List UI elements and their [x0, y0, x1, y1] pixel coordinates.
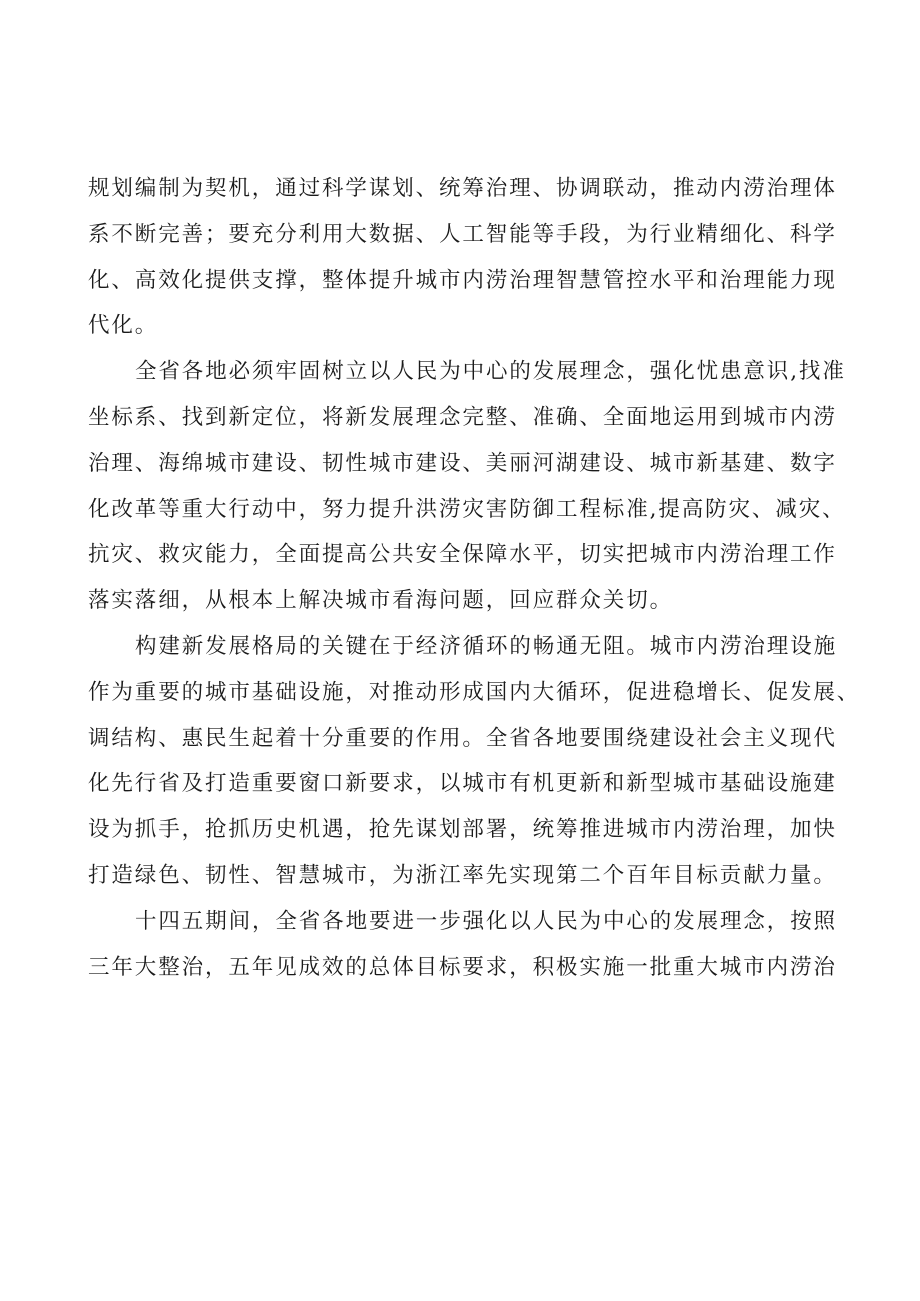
paragraph-3-line-5: 设为抓手，抢抓历史机遇，抢先谋划部署，统筹推进城市内涝治理，加快	[88, 817, 837, 843]
paragraph-2-line-2: 坐标系、找到新定位，将新发展理念完整、准确、全面地运用到城市内涝	[88, 404, 837, 430]
paragraph-2-line-5: 抗灾、救灾能力，全面提高公共安全保障水平，切实把城市内涝治理工作	[88, 542, 837, 568]
paragraph-1-line-1: 规划编制为契机，通过科学谋划、统筹治理、协调联动，推动内涝治理体	[88, 176, 837, 201]
paragraph-2-line-4: 化改革等重大行动中，努力提升洪涝灾害防御工程标准,提高防灾、减灾、	[88, 496, 846, 522]
paragraph-3-line-2: 作为重要的城市基础设施，对推动形成国内大循环，促进稳增长、促发展、	[88, 679, 861, 705]
paragraph-1-line-2: 系不断完善；要充分利用大数据、人工智能等手段，为行业精细化、科学	[88, 221, 837, 247]
paragraph-2-line-6: 落实落细，从根本上解决城市看海问题，回应群众关切。	[88, 588, 674, 614]
paragraph-4-line-1: 十四五期间，全省各地要进一步强化以人民为中心的发展理念，按照	[135, 908, 838, 934]
paragraph-1-line-4: 代化。	[88, 313, 159, 339]
document-body	[88, 166, 861, 990]
paragraph-3-line-6: 打造绿色、韧性、智慧城市，为浙江率先实现第二个百年目标贡献力量。	[88, 862, 837, 888]
paragraph-1-line-3: 化、高效化提供支撑，整体提升城市内涝治理智慧管控水平和治理能力现	[88, 267, 837, 293]
paragraph-3-line-4: 化先行省及打造重要窗口新要求，以城市有机更新和新型城市基础设施建	[88, 771, 837, 797]
paragraph-2-line-1: 全省各地必须牢固树立以人民为中心的发展理念，强化忧患意识,找准	[135, 359, 846, 385]
paragraph-3-line-3: 调结构、惠民生起着十分重要的作用。全省各地要围绕建设社会主义现代	[88, 725, 837, 751]
paragraph-4-line-2: 三年大整治，五年见成效的总体目标要求，积极实施一批重大城市内涝治	[88, 954, 837, 980]
paragraph-3-line-1: 构建新发展格局的关键在于经济循环的畅通无阻。城市内涝治理设施	[135, 633, 838, 659]
paragraph-2-line-3: 治理、海绵城市建设、韧性城市建设、美丽河湖建设、城市新基建、数字	[88, 450, 837, 476]
